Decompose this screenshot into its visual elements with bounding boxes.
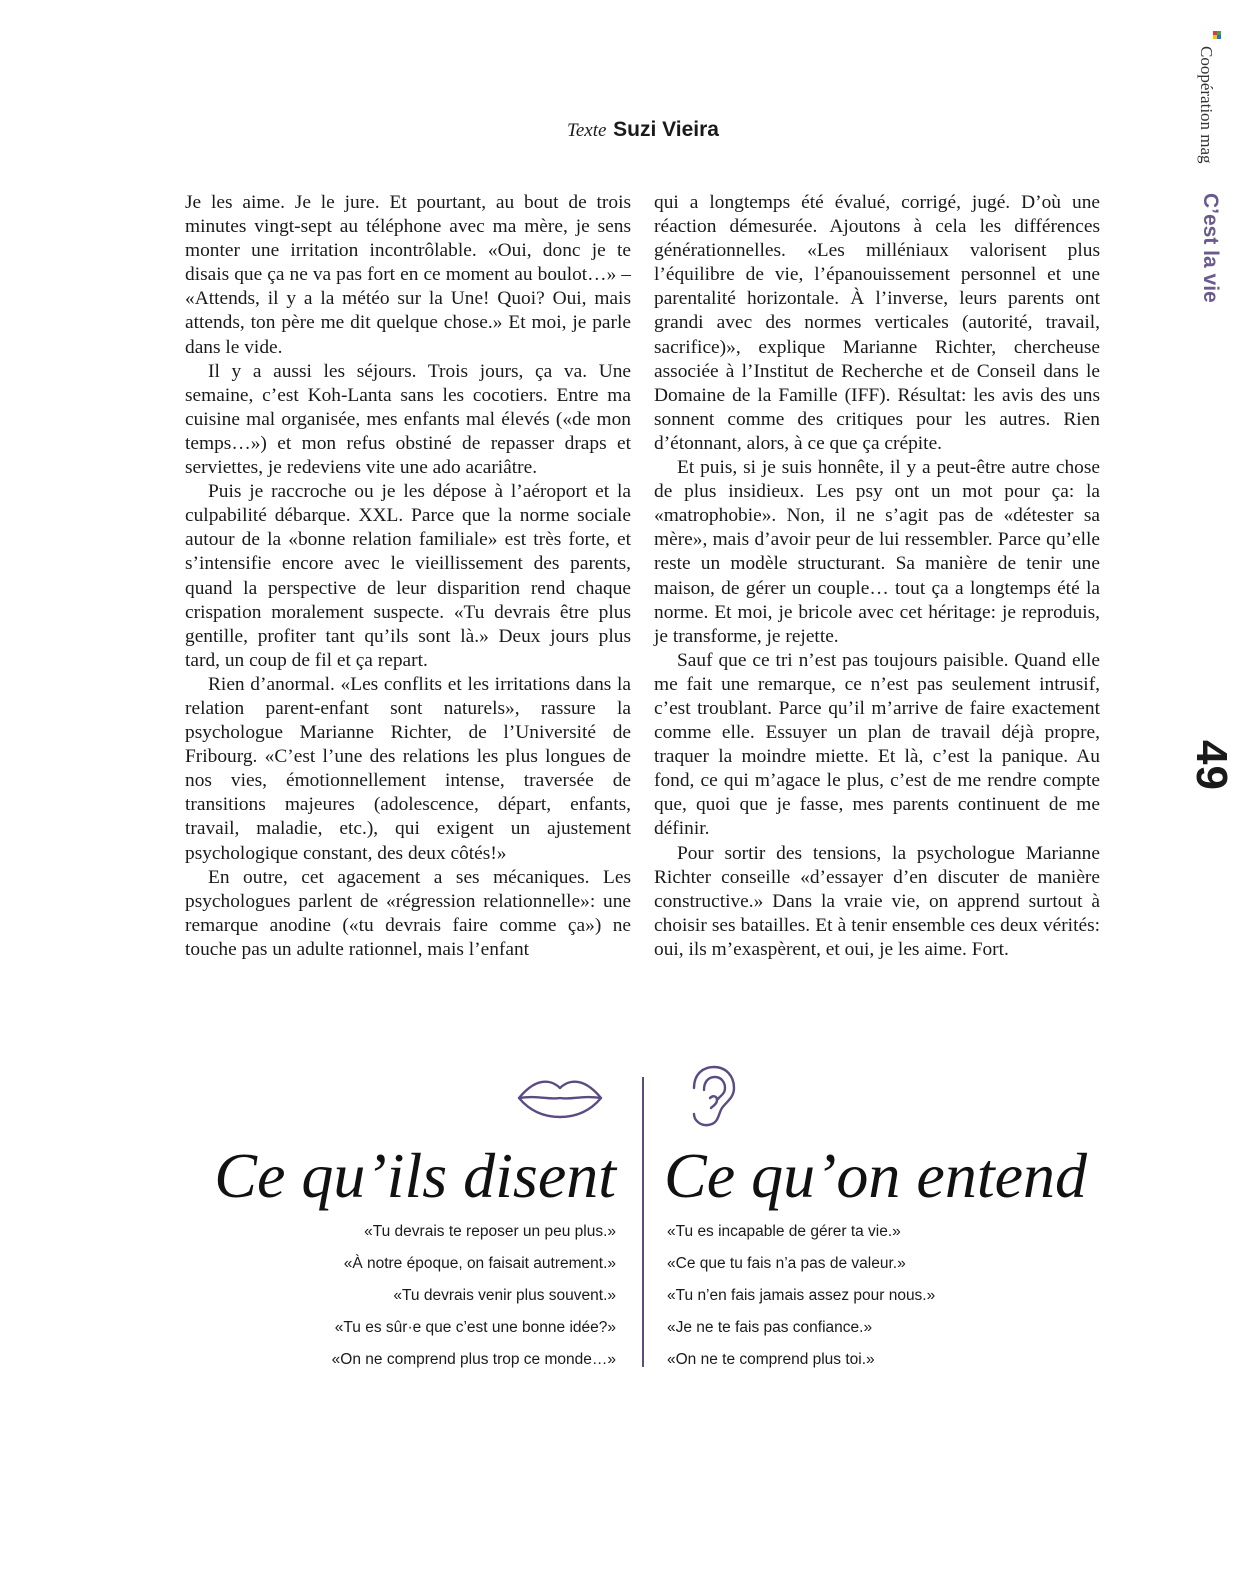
lips-icon <box>516 1076 604 1124</box>
page-number: 49 <box>1187 740 1236 791</box>
list-item: «Tu devrais te reposer un peu plus.» <box>364 1223 616 1240</box>
paragraph: Sauf que ce tri n’est pas toujours paisible. Quand elle me fait une remarque, ce n’est pas seulement intrusif, c’est troublant. Parce qu’il m’arrive de faire exactement comme elle. Essuyer un plan de travail déjà propre, traquer la moindre miette. Et là, c’est la panique. Au fond, ce qui m’agace le plus, c’est de me rendre compte que, quoi que je fasse, mes parents continuent de me définir. <box>654 649 1100 840</box>
byline <box>0 117 1250 142</box>
quotes-what-they-say <box>332 1220 616 1380</box>
paragraph: Puis je raccroche ou je les dépose à l’aéroport et la culpabilité débarque. XXL. Parce que la norme sociale autour de la «bonne relation familiale» est très forte, et s’intensifie encore avec le vieillissement des parents, quand la perspective de leur disparition rend chaque crispation moralement suspecte. «Tu devrais être plus gentille, profiter tant qu’ils sont là.» Deux jours plus tard, un coup de fil et ça repart. <box>185 481 631 671</box>
heading-what-we-hear: Ce qu’on entend <box>664 1140 1087 1211</box>
quotes-what-we-hear <box>667 1220 935 1380</box>
list-item: «Tu es incapable de gérer ta vie.» <box>667 1223 901 1240</box>
ear-icon <box>686 1064 738 1132</box>
list-item: «Tu es sûr·e que c’est une bonne idée?» <box>334 1319 616 1336</box>
paragraph: Il y a aussi les séjours. Trois jours, ça va. Une semaine, c’est Koh-Lanta sans les cocotiers. Entre ma cuisine mal organisée, mes enfants mal élevés («de mon temps…») et mon refus obstiné de repasser draps et serviettes, je redeviens vite une ado acariâtre. <box>185 360 631 479</box>
article-column-left <box>185 191 631 962</box>
paragraph: qui a longtemps été évalué, corrigé, jugé. D’où une réaction démesurée. Ajoutons à cela les différences générationnelles. «Les milléniaux valorisent plus l’équilibre de vie, l’épanouissement personnel et une parentalité horizontale. À l’inverse, leurs parents ont grandi avec des normes verticales (autorité, travail, sacrifice)», explique Marianne Richter, chercheuse associée à l’Institut de Recherche et de Conseil dans le Domaine de la Famille (IFF). Résultat: les avis des uns sonnent comme des critiques pour les autres. Rien d’étonnant, alors, à ce que ça crépite. <box>654 192 1100 454</box>
magazine-name: Coopération mag <box>1197 46 1216 164</box>
heading-what-they-say: Ce qu’ils disent <box>214 1140 616 1211</box>
list-item: «À notre époque, on faisait autrement.» <box>343 1255 616 1272</box>
center-divider <box>642 1077 644 1367</box>
article-column-right <box>654 191 1100 962</box>
list-item: «On ne comprend plus trop ce monde…» <box>331 1351 616 1368</box>
byline-author: Suzi Vieira <box>613 118 719 141</box>
paragraph: En outre, cet agacement a ses mécaniques. Les psychologues parlent de «régression relationnelle»: une remarque anodine («tu devrais faire comme ça») ne touche pas un adulte rationnel, mais l’enfant <box>185 866 631 960</box>
color-dot-blue <box>1217 35 1221 39</box>
paragraph: Pour sortir des tensions, la psychologue Marianne Richter conseille «d’essayer d’en discuter de manière constructive.» Dans la vraie vie, on apprend surtout à choisir ses batailles. Et à tenir ensemble ces deux vérités: oui, ils m’exaspèrent, et oui, je les aime. Fort. <box>654 842 1100 960</box>
list-item: «Je ne te fais pas confiance.» <box>667 1319 873 1336</box>
byline-label: Texte <box>567 120 607 141</box>
list-item: «On ne te comprend plus toi.» <box>667 1351 875 1368</box>
list-item: «Tu devrais venir plus souvent.» <box>393 1287 616 1304</box>
paragraph: Je les aime. Je le jure. Et pourtant, au bout de trois minutes vingt-sept au téléphone avec ma mère, je sens monter une irritation incontrôlable. «Oui, donc je te disais que ça ne va pas fort en ce moment au boulot…» – «Attends, il y a la météo sur la Une! Quoi? Oui, mais attends, ton père me dit quelque chose.» Et moi, je parle dans le vide. <box>185 192 631 358</box>
list-item: «Ce que tu fais n’a pas de valeur.» <box>667 1255 906 1272</box>
section-name: C’est la vie <box>1199 193 1222 303</box>
paragraph: Rien d’anormal. «Les conflits et les irritations dans la relation parent-enfant sont naturels», rassure la psychologue Marianne Richter, de l’Université de Fribourg. «C’est l’une des relations les plus longues de nos vies, émotionnellement intense, traversée de transitions majeures (adolescence, départ, enfants, travail, maladie, etc.), qui exigent un ajustement psychologique constant, des deux côtés!» <box>185 673 631 864</box>
list-item: «Tu n’en fais jamais assez pour nous.» <box>667 1287 936 1304</box>
paragraph: Et puis, si je suis honnête, il y a peut-être autre chose de plus insidieux. Les psy ont un mot pour ça: la «matrophobie». Non, il ne s’agit pas de «détester sa mère», mais d’avoir peur de lui ressembler. Parce qu’elle reste un modèle structurant. Sa manière de tenir une maison, de gérer un couple… tout ça a longtemps été la norme. Et moi, je bricole avec cet héritage: je reproduis, je transforme, je rejette. <box>654 457 1100 647</box>
